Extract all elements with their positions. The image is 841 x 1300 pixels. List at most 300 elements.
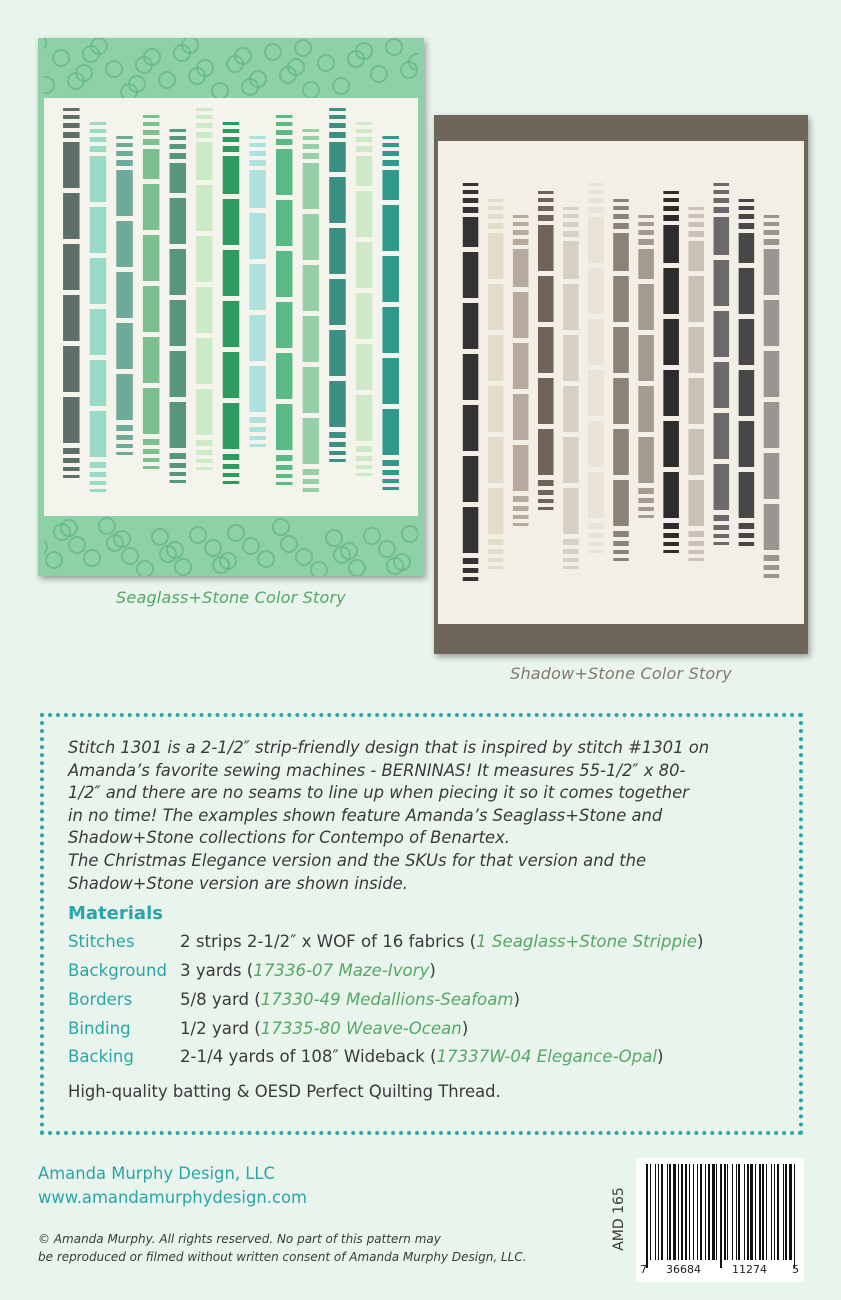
strip-piece xyxy=(329,228,346,274)
material-amount: 2-1/4 yards of 108″ Wideback (17337W-04 Elegance-Opal) xyxy=(180,1047,664,1067)
strip-piece xyxy=(329,132,346,138)
strip-piece xyxy=(303,418,320,464)
strip-piece xyxy=(488,566,504,569)
description-line: Shadow+Stone version are shown inside. xyxy=(68,873,408,893)
strip-piece xyxy=(638,230,654,235)
strip-piece xyxy=(303,265,320,311)
description-line: 1/2″ and there are no seams to line up when piecing it so it comes together xyxy=(68,783,689,803)
strip-piece xyxy=(356,456,373,461)
strip-piece xyxy=(588,190,604,194)
shadow-caption: Shadow+Stone Color Story xyxy=(510,664,732,683)
strip-piece xyxy=(170,198,187,244)
strip-piece xyxy=(143,184,160,230)
strip-piece xyxy=(276,115,293,118)
barcode-bar xyxy=(700,1164,702,1260)
strip-piece xyxy=(588,217,604,263)
strip-piece xyxy=(488,488,504,534)
strip-piece xyxy=(90,481,107,485)
material-row-borders xyxy=(68,986,775,1015)
strip-piece xyxy=(488,558,504,562)
strip-piece xyxy=(196,467,213,470)
strip-piece xyxy=(63,448,80,454)
strip-piece xyxy=(588,421,604,467)
strip-piece xyxy=(714,362,730,408)
strip-piece xyxy=(223,403,240,449)
strip-piece xyxy=(249,143,266,147)
strip-piece xyxy=(116,452,133,455)
strip-piece xyxy=(739,370,755,416)
barcode-bar xyxy=(669,1164,671,1260)
strip-piece xyxy=(688,222,704,227)
strip-piece xyxy=(223,122,240,125)
strip-piece xyxy=(90,137,107,142)
strip-piece xyxy=(303,129,320,132)
strip-piece xyxy=(739,223,755,229)
strip-piece xyxy=(170,351,187,397)
barcode-bar xyxy=(785,1164,787,1260)
strip-piece xyxy=(116,221,133,267)
strip-piece xyxy=(764,402,780,448)
strip-piece xyxy=(638,239,654,245)
strip-piece xyxy=(356,465,373,469)
strip-piece xyxy=(223,481,240,484)
strip-piece xyxy=(488,206,504,210)
strip-piece xyxy=(463,405,479,451)
strip-piece xyxy=(714,183,730,186)
strip-piece xyxy=(143,337,160,383)
strip-piece xyxy=(563,284,579,330)
strip-piece xyxy=(538,276,554,322)
barcode-bar xyxy=(774,1164,775,1260)
strip-piece xyxy=(588,370,604,416)
strip-piece xyxy=(463,568,479,573)
strip-piece xyxy=(638,215,654,218)
strip-piece xyxy=(663,550,679,553)
strip-piece xyxy=(714,198,730,203)
strip-piece xyxy=(764,453,780,499)
strip-piece xyxy=(513,523,529,526)
strip-piece xyxy=(613,223,629,229)
barcode-bar xyxy=(681,1164,683,1260)
strip-piece xyxy=(143,458,160,462)
strip-piece xyxy=(463,190,479,194)
strip-piece xyxy=(143,122,160,126)
strip-piece xyxy=(613,480,629,526)
strip-piece xyxy=(739,214,755,219)
side-border xyxy=(418,38,424,576)
barcode xyxy=(636,1158,804,1282)
strip-piece xyxy=(588,207,604,213)
barcode-bar xyxy=(732,1164,733,1260)
company-name: Amanda Murphy Design, LLC xyxy=(38,1164,275,1183)
strip-piece xyxy=(764,230,780,235)
strip-piece xyxy=(714,542,730,545)
strip-piece xyxy=(513,249,529,287)
barcode-bar xyxy=(708,1164,710,1260)
strip-piece xyxy=(170,453,187,459)
strip-piece xyxy=(739,233,755,263)
strip-piece xyxy=(196,287,213,333)
strip-piece xyxy=(563,207,579,210)
strip-piece xyxy=(764,351,780,397)
material-amount: 1/2 yard (17335-80 Weave-Ocean) xyxy=(180,1018,469,1038)
strip-piece xyxy=(714,260,730,306)
strip-piece xyxy=(356,191,373,237)
strip-piece xyxy=(488,199,504,202)
strip-piece xyxy=(143,235,160,281)
strip-piece xyxy=(663,191,679,194)
strip-piece xyxy=(563,437,579,483)
strip-piece xyxy=(563,214,579,218)
material-row-background xyxy=(68,957,775,986)
strip-piece xyxy=(170,144,187,149)
materials-heading: Materials xyxy=(68,903,163,925)
strip-piece xyxy=(588,472,604,518)
barcode-bar xyxy=(689,1164,690,1260)
strip-piece xyxy=(688,276,704,322)
strip-piece xyxy=(303,153,320,159)
strip-piece xyxy=(382,151,399,156)
strip-piece xyxy=(613,550,629,554)
barcode-bar xyxy=(759,1164,761,1260)
strip-piece xyxy=(563,335,579,381)
strip-piece xyxy=(714,464,730,510)
strip-piece xyxy=(329,442,346,447)
strip-piece xyxy=(382,170,399,200)
strip-piece xyxy=(223,301,240,347)
strip-piece xyxy=(223,464,240,469)
strip-piece xyxy=(196,459,213,463)
barcode-digit-group: 5 xyxy=(792,1263,799,1276)
strip-piece xyxy=(488,539,504,545)
barcode-bar xyxy=(712,1164,715,1260)
strip-piece xyxy=(249,136,266,139)
strip-piece xyxy=(356,129,373,133)
barcode-bar xyxy=(783,1164,784,1260)
company-url[interactable]: www.amandamurphydesign.com xyxy=(38,1188,307,1207)
strip-piece xyxy=(90,309,107,355)
strip-piece xyxy=(143,130,160,135)
strip-piece xyxy=(116,374,133,420)
strip-piece xyxy=(143,286,160,332)
strip-piece xyxy=(276,200,293,246)
shadow-quilt-image xyxy=(434,115,808,654)
seaglass-quilt-image xyxy=(38,38,424,576)
strip-piece xyxy=(513,230,529,235)
strip-piece xyxy=(613,327,629,373)
strip-piece xyxy=(764,300,780,346)
strip-piece xyxy=(714,515,730,521)
strip-piece xyxy=(223,473,240,477)
strip-piece xyxy=(563,488,579,534)
strip-piece xyxy=(170,163,187,193)
strip-piece xyxy=(588,183,604,186)
strip-piece xyxy=(663,225,679,263)
strip-piece xyxy=(688,378,704,424)
barcode-bar xyxy=(755,1164,756,1260)
strip-piece xyxy=(196,132,213,138)
strip-piece xyxy=(63,458,80,463)
strip-piece xyxy=(356,156,373,186)
strip-piece xyxy=(223,250,240,296)
strip-piece xyxy=(143,439,160,445)
strip-piece xyxy=(116,444,133,448)
material-row-stitches xyxy=(68,928,775,957)
barcode-bar xyxy=(720,1164,722,1268)
strip-piece xyxy=(513,496,529,502)
strip-piece xyxy=(463,303,479,349)
barcode-bar xyxy=(736,1164,737,1260)
strip-piece xyxy=(170,472,187,476)
pattern-description xyxy=(68,737,775,895)
strip-piece xyxy=(663,319,679,365)
strip-piece xyxy=(63,132,80,138)
strip-piece xyxy=(249,151,266,156)
strip-piece xyxy=(739,268,755,314)
material-label: Stitches xyxy=(68,932,135,952)
strip-piece xyxy=(588,533,604,538)
description-line: in no time! The examples shown feature Amanda’s Seaglass+Stone and xyxy=(68,805,663,825)
strip-piece xyxy=(329,177,346,223)
strip-piece xyxy=(196,115,213,119)
strip-piece xyxy=(356,146,373,152)
strip-piece xyxy=(538,499,554,503)
strip-piece xyxy=(663,472,679,518)
strip-piece xyxy=(276,482,293,485)
material-label: Binding xyxy=(68,1018,131,1038)
barcode-bar xyxy=(650,1164,651,1260)
strip-piece xyxy=(382,136,399,139)
strip-piece xyxy=(563,241,579,279)
pattern-info-box xyxy=(40,713,803,1135)
strip-piece xyxy=(116,272,133,318)
strip-piece xyxy=(764,222,780,226)
material-sku: 17330-49 Medallions-Seafoam xyxy=(260,989,514,1009)
strip-piece xyxy=(196,142,213,180)
material-amount: 3 yards (17336-07 Maze-Ivory) xyxy=(180,960,436,980)
strip-piece xyxy=(303,469,320,475)
strip-piece xyxy=(249,315,266,361)
description-line: Amanda’s favorite sewing machines - BERNINAS! It measures 55-1/2″ x 80- xyxy=(68,760,686,780)
strip-piece xyxy=(538,490,554,495)
barcode-bar xyxy=(646,1164,648,1268)
copyright-line: be reproduced or filmed without written consent of Amanda Murphy Design, LLC. xyxy=(38,1250,527,1264)
strip-piece xyxy=(513,394,529,440)
strip-piece xyxy=(223,129,240,133)
barcode-bar xyxy=(655,1164,656,1260)
barcode-bar xyxy=(727,1164,728,1260)
barcode-bar xyxy=(693,1164,694,1260)
strip-piece xyxy=(613,206,629,210)
strip-piece xyxy=(739,319,755,365)
barcode-bar xyxy=(762,1164,764,1260)
strip-piece xyxy=(638,437,654,483)
strip-piece xyxy=(329,279,346,325)
barcode-bar xyxy=(747,1164,749,1260)
material-sku: 17335-80 Weave-Ocean xyxy=(260,1018,462,1038)
strip-piece xyxy=(116,151,133,156)
strip-piece xyxy=(688,214,704,218)
shadow-quilt-graphic xyxy=(434,115,808,654)
strip-piece xyxy=(488,223,504,229)
material-sku: 17336-07 Maze-Ivory xyxy=(253,960,430,980)
strip-piece xyxy=(382,358,399,404)
strip-piece xyxy=(276,130,293,135)
copyright-notice xyxy=(38,1230,527,1266)
strip-piece xyxy=(276,251,293,297)
material-label: Background xyxy=(68,960,167,980)
strip-piece xyxy=(249,160,266,166)
strip-piece xyxy=(688,429,704,475)
strip-piece xyxy=(463,252,479,298)
strip-piece xyxy=(276,302,293,348)
strip-piece xyxy=(588,319,604,365)
strip-piece xyxy=(63,475,80,478)
strip-piece xyxy=(764,555,780,561)
strip-piece xyxy=(170,300,187,346)
strip-piece xyxy=(613,233,629,271)
strip-piece xyxy=(170,480,187,483)
strip-piece xyxy=(170,136,187,140)
strip-piece xyxy=(303,316,320,362)
strip-piece xyxy=(488,214,504,219)
side-border xyxy=(38,38,44,576)
strip-piece xyxy=(764,574,780,578)
strip-piece xyxy=(538,225,554,271)
strip-piece xyxy=(329,432,346,438)
strip-piece xyxy=(714,525,730,530)
strip-piece xyxy=(588,550,604,553)
strip-piece xyxy=(613,541,629,546)
strip-piece xyxy=(538,480,554,486)
strip-piece xyxy=(638,498,654,503)
strip-piece xyxy=(303,163,320,209)
strip-piece xyxy=(688,480,704,526)
strip-piece xyxy=(714,413,730,459)
strip-piece xyxy=(739,523,755,529)
strip-piece xyxy=(513,215,529,218)
strip-piece xyxy=(276,455,293,461)
strip-piece xyxy=(303,144,320,149)
strip-piece xyxy=(196,450,213,455)
strip-piece xyxy=(223,352,240,398)
strip-piece xyxy=(116,143,133,147)
strip-piece xyxy=(249,170,266,208)
strip-piece xyxy=(303,136,320,140)
strip-piece xyxy=(143,115,160,118)
materials-list xyxy=(68,928,775,1072)
strip-piece xyxy=(663,198,679,202)
material-sku: 1 Seaglass+Stone Strippie xyxy=(476,932,697,952)
strip-piece xyxy=(538,206,554,211)
strip-piece xyxy=(356,344,373,390)
strip-piece xyxy=(382,143,399,147)
strip-piece xyxy=(588,542,604,546)
strip-piece xyxy=(613,429,629,475)
strip-piece xyxy=(276,149,293,195)
barcode-digit-group: 11274 xyxy=(732,1263,767,1276)
strip-piece xyxy=(276,465,293,470)
strip-piece xyxy=(196,338,213,384)
barcode-digits xyxy=(636,1261,804,1279)
strip-piece xyxy=(538,215,554,221)
strip-piece xyxy=(303,214,320,260)
strip-piece xyxy=(276,139,293,145)
strip-piece xyxy=(90,122,107,125)
strip-piece xyxy=(638,386,654,432)
strip-piece xyxy=(90,489,107,492)
strip-piece xyxy=(329,123,346,128)
strip-piece xyxy=(329,381,346,427)
strip-piece xyxy=(613,558,629,561)
strip-piece xyxy=(63,193,80,239)
strip-piece xyxy=(663,370,679,416)
barcode-digit-group: 36684 xyxy=(666,1263,701,1276)
strip-piece xyxy=(764,565,780,570)
strip-piece xyxy=(638,335,654,381)
strip-piece xyxy=(463,558,479,564)
copyright-line: © Amanda Murphy. All rights reserved. No part of this pattern may xyxy=(38,1232,441,1246)
strip-piece xyxy=(223,199,240,245)
material-row-backing xyxy=(68,1043,775,1072)
barcode-bar xyxy=(771,1164,772,1260)
strip-piece xyxy=(764,504,780,550)
strip-piece xyxy=(63,467,80,471)
description-line: Stitch 1301 is a 2-1/2″ strip-friendly design that is inspired by stitch #1301 on xyxy=(68,738,710,757)
strip-piece xyxy=(249,427,266,432)
strip-piece xyxy=(63,142,80,188)
strip-piece xyxy=(563,539,579,545)
strip-piece xyxy=(513,222,529,226)
strip-piece xyxy=(249,436,266,440)
strip-piece xyxy=(329,142,346,172)
strip-piece xyxy=(563,549,579,554)
company-info xyxy=(38,1162,307,1210)
strip-piece xyxy=(563,558,579,562)
strip-piece xyxy=(382,487,399,490)
strip-piece xyxy=(563,566,579,569)
strip-piece xyxy=(382,460,399,466)
strip-piece xyxy=(170,463,187,468)
strip-piece xyxy=(356,242,373,288)
strip-piece xyxy=(714,534,730,538)
barcode-bar xyxy=(766,1164,767,1260)
strip-piece xyxy=(303,367,320,413)
strip-piece xyxy=(638,507,654,511)
strip-piece xyxy=(739,199,755,202)
strip-piece xyxy=(714,311,730,357)
strip-piece xyxy=(688,231,704,237)
strip-piece xyxy=(196,185,213,231)
product-code-text: AMD 165 xyxy=(611,1187,627,1251)
strip-piece xyxy=(90,146,107,152)
strip-piece xyxy=(143,466,160,469)
strip-piece xyxy=(613,531,629,537)
barcode-bar xyxy=(794,1164,795,1268)
barcode-bar xyxy=(667,1164,668,1260)
strip-piece xyxy=(538,507,554,510)
strip-piece xyxy=(276,404,293,450)
strip-piece xyxy=(63,397,80,443)
strip-piece xyxy=(143,149,160,179)
strip-piece xyxy=(463,217,479,247)
strip-piece xyxy=(638,249,654,279)
strip-piece xyxy=(90,360,107,406)
strip-piece xyxy=(143,139,160,145)
strip-piece xyxy=(249,366,266,412)
strip-piece xyxy=(513,506,529,511)
barcode-bar xyxy=(750,1164,753,1260)
